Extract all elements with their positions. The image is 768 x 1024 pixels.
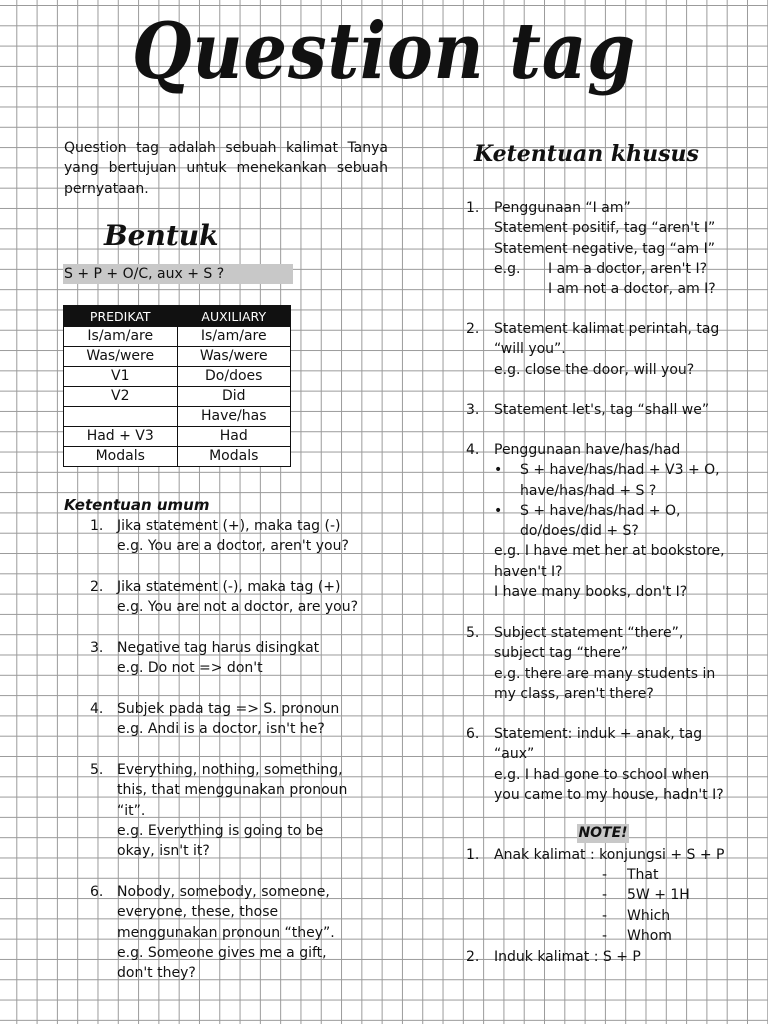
bullet-item — [494, 501, 725, 521]
example-row — [494, 259, 715, 279]
list-line: Jika statement (+), maka tag (-) — [117, 518, 341, 534]
list-line: Penggunaan “I am” — [494, 200, 631, 216]
table-cell: V2 — [64, 387, 178, 407]
list-line: e.g. I have met her at bookstore, — [494, 543, 725, 560]
list-line: e.g. Andi is a doctor, isn't he? — [117, 721, 325, 738]
table-header-row — [64, 306, 291, 327]
dash-marker: - — [602, 928, 608, 944]
intro-paragraph: Question tag adalah sebuah kalimat Tanya yang bertujuan untuk menekankan sebuah pernyataan. — [64, 140, 388, 197]
list-line: e.g. Do not => don't — [117, 660, 263, 677]
table-cell: Modals — [177, 447, 291, 467]
table-cell: Have/has — [177, 407, 291, 427]
table-header-auxiliary: AUXILIARY — [177, 306, 291, 327]
table-cell: Modals — [64, 447, 178, 467]
table-cell: V1 — [64, 367, 178, 387]
list-text — [494, 440, 725, 602]
list-line: Statement let's, tag “shall we” — [494, 402, 710, 418]
list-number: 1. — [466, 847, 480, 863]
list-number: 6. — [466, 726, 480, 742]
table-row — [64, 347, 291, 367]
table-row — [64, 407, 291, 427]
auxiliary-table — [63, 305, 291, 467]
table-row — [64, 387, 291, 407]
list-text — [494, 319, 719, 380]
list-number: 4. — [90, 701, 104, 717]
ketentuan-umum-heading: Ketentuan umum — [64, 496, 210, 514]
table-cell: Was/were — [64, 347, 178, 367]
list-line: Statement: induk + anak, tag — [494, 726, 703, 742]
example-row — [494, 279, 715, 299]
list-line: Jika statement (-), maka tag (+) — [117, 579, 341, 595]
bentuk-formula: S + P + O/C, aux + S ? — [63, 264, 293, 284]
list-text — [494, 198, 715, 299]
list-text — [117, 638, 319, 679]
list-number: 1. — [466, 200, 480, 216]
list-text — [117, 882, 335, 983]
bullet-item — [494, 481, 725, 501]
note-heading: NOTE! — [578, 825, 628, 841]
dash-marker: - — [602, 887, 608, 903]
list-line: Subjek pada tag => S. pronoun — [117, 701, 340, 717]
table-cell: Had + V3 — [64, 427, 178, 447]
note-sub-text: That — [627, 867, 659, 883]
table-row — [64, 447, 291, 467]
table-header-predikat: PREDIKAT — [64, 306, 178, 327]
list-number: 1. — [90, 518, 104, 534]
list-text: Anak kalimat : konjungsi + S + P — [494, 847, 725, 863]
list-text — [494, 623, 715, 704]
list-line: Statement kalimat perintah, tag — [494, 321, 720, 337]
dash-marker: - — [602, 908, 608, 924]
list-line: e.g. I had gone to school when — [494, 766, 710, 783]
list-text — [494, 400, 709, 420]
list-number: 5. — [90, 762, 104, 778]
list-line: Statement negative, tag “am I” — [494, 240, 715, 257]
bullet-icon: • — [494, 462, 503, 479]
table-row — [64, 327, 291, 347]
note-sub-text: Which — [627, 908, 671, 924]
list-number: 3. — [90, 640, 104, 656]
list-number: 2. — [90, 579, 104, 595]
example-line: I am not a doctor, am I? — [548, 281, 716, 298]
list-number: 4. — [466, 442, 480, 458]
table-cell: Had — [177, 427, 291, 447]
list-text — [117, 516, 349, 557]
list-line: Subject statement “there”, — [494, 625, 684, 641]
ketentuan-khusus-heading: Ketentuan khusus — [474, 141, 699, 167]
table-row — [64, 367, 291, 387]
list-number: 2. — [466, 321, 480, 337]
table-cell: Was/were — [177, 347, 291, 367]
list-line: haven't I? — [494, 563, 563, 580]
bullet-item — [494, 521, 725, 541]
list-line: Everything, nothing, something, — [117, 762, 343, 778]
table-cell — [64, 407, 178, 427]
list-line: e.g. You are not a doctor, are you? — [117, 599, 359, 616]
bullet-line: have/has/had + S ? — [520, 482, 657, 499]
bullet-line: S + have/has/had + O, — [520, 502, 681, 519]
list-number: 6. — [90, 884, 104, 900]
list-line: everyone, these, those — [117, 904, 279, 921]
list-line: e.g. You are a doctor, aren't you? — [117, 538, 349, 555]
list-line: e.g. Everything is going to be — [117, 822, 324, 839]
list-line: “aux” — [494, 746, 535, 763]
list-line: this, that menggunakan pronoun — [117, 782, 348, 799]
list-text: Induk kalimat : S + P — [494, 949, 641, 965]
list-text — [494, 724, 724, 805]
list-line: “will you”. — [494, 341, 566, 358]
list-line: I have many books, don't I? — [494, 584, 688, 601]
note-sub-text: Whom — [627, 928, 672, 944]
bullet-icon: • — [494, 502, 503, 519]
list-line: “it”. — [117, 802, 146, 819]
bullet-line: S + have/has/had + V3 + O, — [520, 462, 720, 479]
note-sub-text: 5W + 1H — [627, 887, 690, 903]
list-line: Statement positif, tag “aren't I” — [494, 220, 716, 237]
list-line: okay, isn't it? — [117, 843, 210, 860]
list-number: 5. — [466, 625, 480, 641]
list-line: Negative tag harus disingkat — [117, 640, 320, 656]
list-line: you came to my house, hadn't I? — [494, 786, 724, 803]
table-cell: Did — [177, 387, 291, 407]
list-line: e.g. there are many students in — [494, 665, 716, 682]
table-row — [64, 427, 291, 447]
list-line: Penggunaan have/has/had — [494, 442, 681, 458]
table-cell: Do/does — [177, 367, 291, 387]
list-number: 2. — [466, 949, 480, 965]
eg-label: e.g. — [494, 260, 521, 277]
list-line: e.g. Someone gives me a gift, — [117, 944, 327, 961]
list-line: e.g. close the door, will you? — [494, 361, 695, 378]
list-line: subject tag “there” — [494, 645, 629, 662]
bentuk-heading: Bentuk — [104, 219, 219, 252]
dash-marker: - — [602, 867, 608, 883]
table-cell: Is/am/are — [64, 327, 178, 347]
list-text — [117, 760, 347, 861]
example-line: I am a doctor, aren't I? — [548, 260, 707, 277]
list-line: Nobody, somebody, someone, — [117, 884, 330, 900]
table-cell: Is/am/are — [177, 327, 291, 347]
list-text — [117, 577, 358, 618]
list-line: menggunakan pronoun “they”. — [117, 924, 335, 941]
bullet-line: do/does/did + S? — [520, 523, 639, 540]
page-title: Question tag — [131, 6, 637, 97]
list-line: my class, aren't there? — [494, 685, 654, 702]
list-number: 3. — [466, 402, 480, 418]
bullet-item — [494, 460, 725, 480]
list-text — [117, 699, 339, 740]
list-line: don't they? — [117, 965, 196, 982]
